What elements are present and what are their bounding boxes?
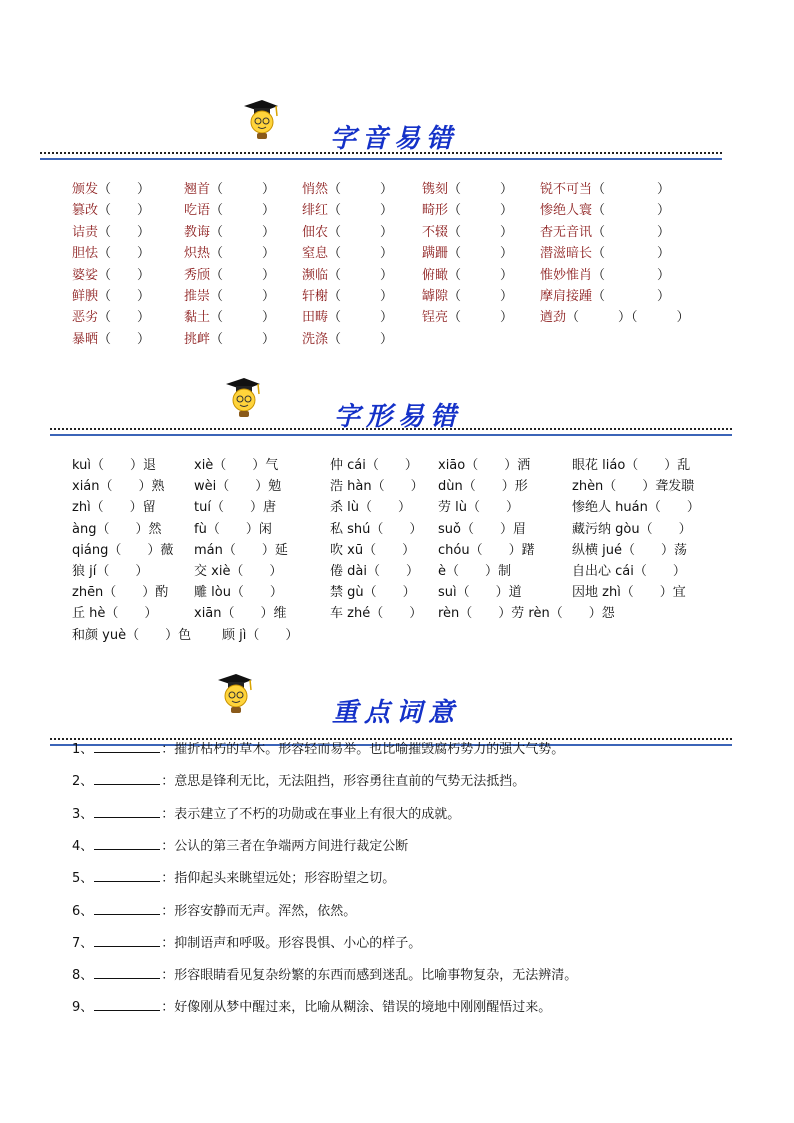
answer-blank[interactable]: （ ） xyxy=(328,203,394,219)
answer-blank[interactable]: （ ） xyxy=(210,203,276,219)
target-word: 悄然 xyxy=(302,182,329,197)
pronunciation-item xyxy=(72,225,150,241)
pronunciation-item xyxy=(302,246,393,262)
graduate-bulb-mascot-icon xyxy=(222,374,262,418)
answer-blank[interactable]: （ ） xyxy=(98,267,151,283)
item-number: 7、 xyxy=(72,935,94,951)
answer-blank[interactable]: （ ） xyxy=(592,246,671,262)
pronunciation-item xyxy=(302,289,393,305)
character-form-item[interactable]: qiáng（ ）薇 xyxy=(72,542,174,558)
target-word: 潜滋暗长 xyxy=(540,246,593,262)
meaning-item xyxy=(72,805,460,823)
answer-blank[interactable]: （ ） xyxy=(210,331,276,347)
character-form-item[interactable]: tuí（ ）唐 xyxy=(194,500,276,516)
pronunciation-item xyxy=(540,182,670,198)
character-form-item[interactable]: 禁 gù（ ） xyxy=(330,585,416,601)
target-word: 炽热 xyxy=(184,246,211,262)
answer-blank[interactable]: （ ） xyxy=(98,203,151,219)
pronunciation-item xyxy=(422,203,513,219)
item-number: 4、 xyxy=(72,838,94,854)
target-word: 鲜腴 xyxy=(72,289,99,304)
answer-blank[interactable]: （ ） xyxy=(98,224,151,240)
meaning-item xyxy=(72,740,564,758)
target-word: 诘责 xyxy=(72,224,99,240)
answer-blank[interactable] xyxy=(94,934,160,947)
answer-blank[interactable] xyxy=(94,869,160,882)
item-number: 6、 xyxy=(72,903,94,919)
target-word: 挑衅 xyxy=(184,331,211,347)
character-form-item[interactable]: xiāo（ ）洒 xyxy=(438,458,531,473)
target-word: 佃农 xyxy=(302,224,329,240)
section-title-character-form: 字形易错 xyxy=(334,402,463,432)
item-number: 3、 xyxy=(72,806,94,822)
target-word: 濒临 xyxy=(302,267,329,283)
pronunciation-item xyxy=(540,246,670,262)
answer-blank[interactable]: （ ） xyxy=(328,310,394,326)
section-divider xyxy=(40,152,722,160)
target-word: 推崇 xyxy=(184,289,211,304)
answer-blank[interactable] xyxy=(94,805,160,818)
meaning-item xyxy=(72,902,356,920)
target-word: 锃亮 xyxy=(422,310,449,326)
answer-blank[interactable]: （ ） xyxy=(98,331,151,347)
graduate-bulb-mascot-icon xyxy=(214,670,254,714)
target-word: 蹒跚 xyxy=(422,246,449,262)
answer-blank[interactable] xyxy=(94,772,160,785)
pronunciation-item xyxy=(184,203,275,219)
meaning-item xyxy=(72,837,408,855)
answer-blank[interactable]: （ ） xyxy=(210,267,276,283)
answer-blank[interactable]: （ ） xyxy=(210,224,276,240)
pronunciation-item xyxy=(72,268,150,284)
target-word: 绯红 xyxy=(302,203,329,219)
character-form-item[interactable]: 杀 lù（ ） xyxy=(330,500,411,516)
answer-blank[interactable]: （ ） xyxy=(210,289,276,304)
answer-blank[interactable]: （ ）（ ） xyxy=(566,310,690,326)
answer-blank[interactable]: （ ） xyxy=(592,203,671,219)
character-form-item[interactable]: suǒ（ ）眉 xyxy=(438,521,526,537)
pronunciation-item xyxy=(422,182,513,198)
character-form-item[interactable]: 和颜 yuè（ ）色 xyxy=(72,627,192,643)
target-word: 锐不可当 xyxy=(540,182,593,197)
meaning-text: ：形容安静而无声。浑然，依然。 xyxy=(161,903,357,919)
pronunciation-item xyxy=(184,332,275,348)
answer-blank[interactable]: （ ） xyxy=(98,289,151,304)
pronunciation-item xyxy=(302,182,393,198)
pronunciation-item xyxy=(184,225,275,241)
pronunciation-item xyxy=(422,289,513,305)
meaning-item xyxy=(72,966,577,984)
target-word: 摩肩接踵 xyxy=(540,289,593,304)
target-word: 遒劲 xyxy=(540,310,567,326)
pronunciation-item xyxy=(184,310,275,326)
target-word: 颁发 xyxy=(72,182,99,197)
pronunciation-item xyxy=(184,246,275,262)
pronunciation-item xyxy=(540,310,690,326)
pronunciation-item xyxy=(72,182,150,198)
pronunciation-item xyxy=(302,203,393,219)
meaning-item xyxy=(72,772,525,790)
pronunciation-item xyxy=(540,268,670,284)
answer-blank[interactable]: （ ） xyxy=(98,310,151,326)
character-form-item[interactable]: 吹 xū（ ） xyxy=(330,542,416,558)
target-word: 镌刻 xyxy=(422,182,449,197)
answer-blank[interactable]: （ ） xyxy=(328,246,394,262)
character-form-item[interactable]: suì（ ）道 xyxy=(438,585,522,601)
character-form-item[interactable]: 纵横 jué（ ）荡 xyxy=(572,542,687,558)
pronunciation-item xyxy=(184,289,275,305)
meaning-text: ：意思是锋利无比，无法阻挡，形容勇往直前的气势无法抵挡。 xyxy=(161,774,526,790)
character-form-item[interactable]: wèi（ ）勉 xyxy=(194,479,282,495)
character-form-item[interactable]: kuì（ ）退 xyxy=(72,458,156,473)
answer-blank[interactable]: （ ） xyxy=(210,310,276,326)
character-form-item[interactable]: rèn（ ）劳 rèn（ ）怨 xyxy=(438,606,615,622)
item-number: 9、 xyxy=(72,1000,94,1016)
section-title-key-meanings: 重点词意 xyxy=(332,698,461,728)
target-word: 篡改 xyxy=(72,203,99,219)
character-form-item[interactable]: xiān（ ）维 xyxy=(194,606,287,622)
target-word: 胆怯 xyxy=(72,246,99,262)
meaning-item xyxy=(72,934,421,952)
target-word: 暴晒 xyxy=(72,331,99,347)
target-word: 窒息 xyxy=(302,246,329,262)
pronunciation-item xyxy=(302,310,393,326)
pronunciation-item xyxy=(184,182,275,198)
section-title-pronunciation: 字音易错 xyxy=(330,124,459,154)
character-form-item[interactable]: fù（ ）闲 xyxy=(194,521,272,537)
character-form-item[interactable]: àng（ ）然 xyxy=(72,521,162,537)
target-word: 恶劣 xyxy=(72,310,99,326)
answer-blank[interactable]: （ ） xyxy=(328,182,394,197)
character-form-item[interactable]: 倦 dài（ ） xyxy=(330,564,419,579)
target-word: 秀颀 xyxy=(184,267,211,283)
answer-blank[interactable]: （ ） xyxy=(328,331,394,347)
item-number: 8、 xyxy=(72,968,94,984)
pronunciation-item xyxy=(72,246,150,262)
answer-blank[interactable]: （ ） xyxy=(98,246,151,262)
answer-blank[interactable] xyxy=(94,966,160,979)
pronunciation-item xyxy=(184,268,275,284)
character-form-item[interactable]: 因地 zhì（ ）宜 xyxy=(572,585,686,601)
pronunciation-item xyxy=(422,246,513,262)
pronunciation-item xyxy=(72,310,150,326)
pronunciation-item xyxy=(302,225,393,241)
pronunciation-item xyxy=(422,310,513,326)
target-word: 不辍 xyxy=(422,224,449,240)
target-word: 翘首 xyxy=(184,182,211,197)
answer-blank[interactable]: （ ） xyxy=(328,289,394,304)
character-form-item[interactable]: chóu（ ）躇 xyxy=(438,542,535,558)
graduate-bulb-mascot-icon xyxy=(240,96,280,140)
answer-blank[interactable] xyxy=(94,740,160,753)
character-form-item[interactable]: xiè（ ）气 xyxy=(194,458,279,473)
target-word: 罅隙 xyxy=(422,289,449,304)
section-divider xyxy=(50,428,732,436)
answer-blank[interactable]: （ ） xyxy=(448,203,514,219)
answer-blank[interactable]: （ ） xyxy=(448,310,514,326)
character-form-item[interactable]: 车 zhé（ ） xyxy=(330,606,423,622)
pronunciation-item xyxy=(540,225,670,241)
meaning-text: ：公认的第三者在争端两方间进行裁定公断 xyxy=(161,838,409,854)
target-word: 俯瞰 xyxy=(422,267,449,283)
character-form-item[interactable]: 仲 cái（ ） xyxy=(330,458,418,473)
answer-blank[interactable]: （ ） xyxy=(210,246,276,262)
pronunciation-item xyxy=(302,268,393,284)
pronunciation-item xyxy=(422,268,513,284)
pronunciation-item xyxy=(72,289,150,305)
answer-blank[interactable]: （ ） xyxy=(448,267,514,283)
target-word: 畸形 xyxy=(422,203,449,219)
target-word: 教诲 xyxy=(184,224,211,240)
target-word: 洗涤 xyxy=(302,331,329,347)
meaning-text: ：摧折枯朽的草木。形容轻而易举。也比喻摧毁腐朽势力的强大气势。 xyxy=(161,742,565,757)
answer-blank[interactable]: （ ） xyxy=(592,267,671,283)
character-form-item[interactable]: 眼花 liáo（ ）乱 xyxy=(572,458,691,473)
character-form-item[interactable]: 交 xiè（ ） xyxy=(194,564,283,579)
character-form-item[interactable]: xián（ ）熟 xyxy=(72,479,165,495)
pronunciation-item xyxy=(302,332,393,348)
target-word: 轩榭 xyxy=(302,289,329,304)
character-form-item[interactable]: mán（ ）延 xyxy=(194,542,288,558)
answer-blank[interactable]: （ ） xyxy=(592,224,671,240)
meaning-text: ：抑制语声和呼吸。形容畏惧、小心的样子。 xyxy=(161,935,422,951)
character-form-item[interactable]: è（ ）制 xyxy=(438,564,511,579)
answer-blank[interactable]: （ ） xyxy=(328,224,394,240)
target-word: 惨绝人寰 xyxy=(540,203,593,219)
pronunciation-item xyxy=(540,289,670,305)
answer-blank[interactable] xyxy=(94,998,160,1011)
target-word: 田畴 xyxy=(302,310,329,326)
character-form-item[interactable]: 浩 hàn（ ） xyxy=(330,479,424,495)
character-form-item[interactable]: 惨绝人 huán（ ） xyxy=(572,500,700,516)
character-form-item[interactable]: 私 shú（ ） xyxy=(330,521,423,537)
answer-blank[interactable]: （ ） xyxy=(592,289,671,304)
character-form-item[interactable]: 雕 lòu（ ） xyxy=(194,585,283,601)
character-form-item[interactable]: zhēn（ ）酌 xyxy=(72,585,169,601)
answer-blank[interactable]: （ ） xyxy=(448,246,514,262)
pronunciation-item xyxy=(72,332,150,348)
answer-blank[interactable] xyxy=(94,902,160,915)
target-word: 杳无音讯 xyxy=(540,224,593,240)
target-word: 黏土 xyxy=(184,310,211,326)
character-form-item[interactable]: dùn（ ）形 xyxy=(438,479,528,495)
character-form-item[interactable]: 顾 jì（ ） xyxy=(222,627,299,643)
item-number: 2、 xyxy=(72,774,94,790)
meaning-text: ：好像刚从梦中醒过来，比喻从糊涂、错误的境地中刚刚醒悟过来。 xyxy=(161,1000,552,1016)
character-form-item[interactable]: zhì（ ）留 xyxy=(72,500,156,516)
item-number: 1、 xyxy=(72,742,94,757)
answer-blank[interactable]: （ ） xyxy=(448,182,514,197)
pronunciation-item xyxy=(422,225,513,241)
character-form-item[interactable]: 藏污纳 gòu（ ） xyxy=(572,521,692,537)
meaning-text: ：表示建立了不朽的功勋或在事业上有很大的成就。 xyxy=(161,806,461,822)
character-form-item[interactable]: 自出心 cái（ ） xyxy=(572,564,686,579)
character-form-item[interactable]: 劳 lù（ ） xyxy=(438,500,519,516)
answer-blank[interactable] xyxy=(94,837,160,850)
pronunciation-item xyxy=(540,203,670,219)
target-word: 吃语 xyxy=(184,203,211,219)
meaning-item xyxy=(72,869,395,887)
character-form-item[interactable]: zhèn（ ）聋发聩 xyxy=(572,479,695,495)
character-form-item[interactable]: 丘 hè（ ） xyxy=(72,606,158,622)
answer-blank[interactable]: （ ） xyxy=(98,182,151,197)
target-word: 惟妙惟肖 xyxy=(540,267,593,283)
pronunciation-item xyxy=(72,203,150,219)
answer-blank[interactable]: （ ） xyxy=(328,267,394,283)
meaning-text: ：形容眼睛看见复杂纷繁的东西而感到迷乱。比喻事物复杂，无法辨清。 xyxy=(161,968,578,984)
answer-blank[interactable]: （ ） xyxy=(210,182,276,197)
meaning-text: ：指仰起头来眺望远处；形容盼望之切。 xyxy=(161,871,396,887)
meaning-item xyxy=(72,998,551,1016)
item-number: 5、 xyxy=(72,871,94,887)
target-word: 婆娑 xyxy=(72,267,99,283)
answer-blank[interactable]: （ ） xyxy=(448,224,514,240)
answer-blank[interactable]: （ ） xyxy=(592,182,671,197)
answer-blank[interactable]: （ ） xyxy=(448,289,514,304)
character-form-item[interactable]: 狼 jí（ ） xyxy=(72,564,149,579)
